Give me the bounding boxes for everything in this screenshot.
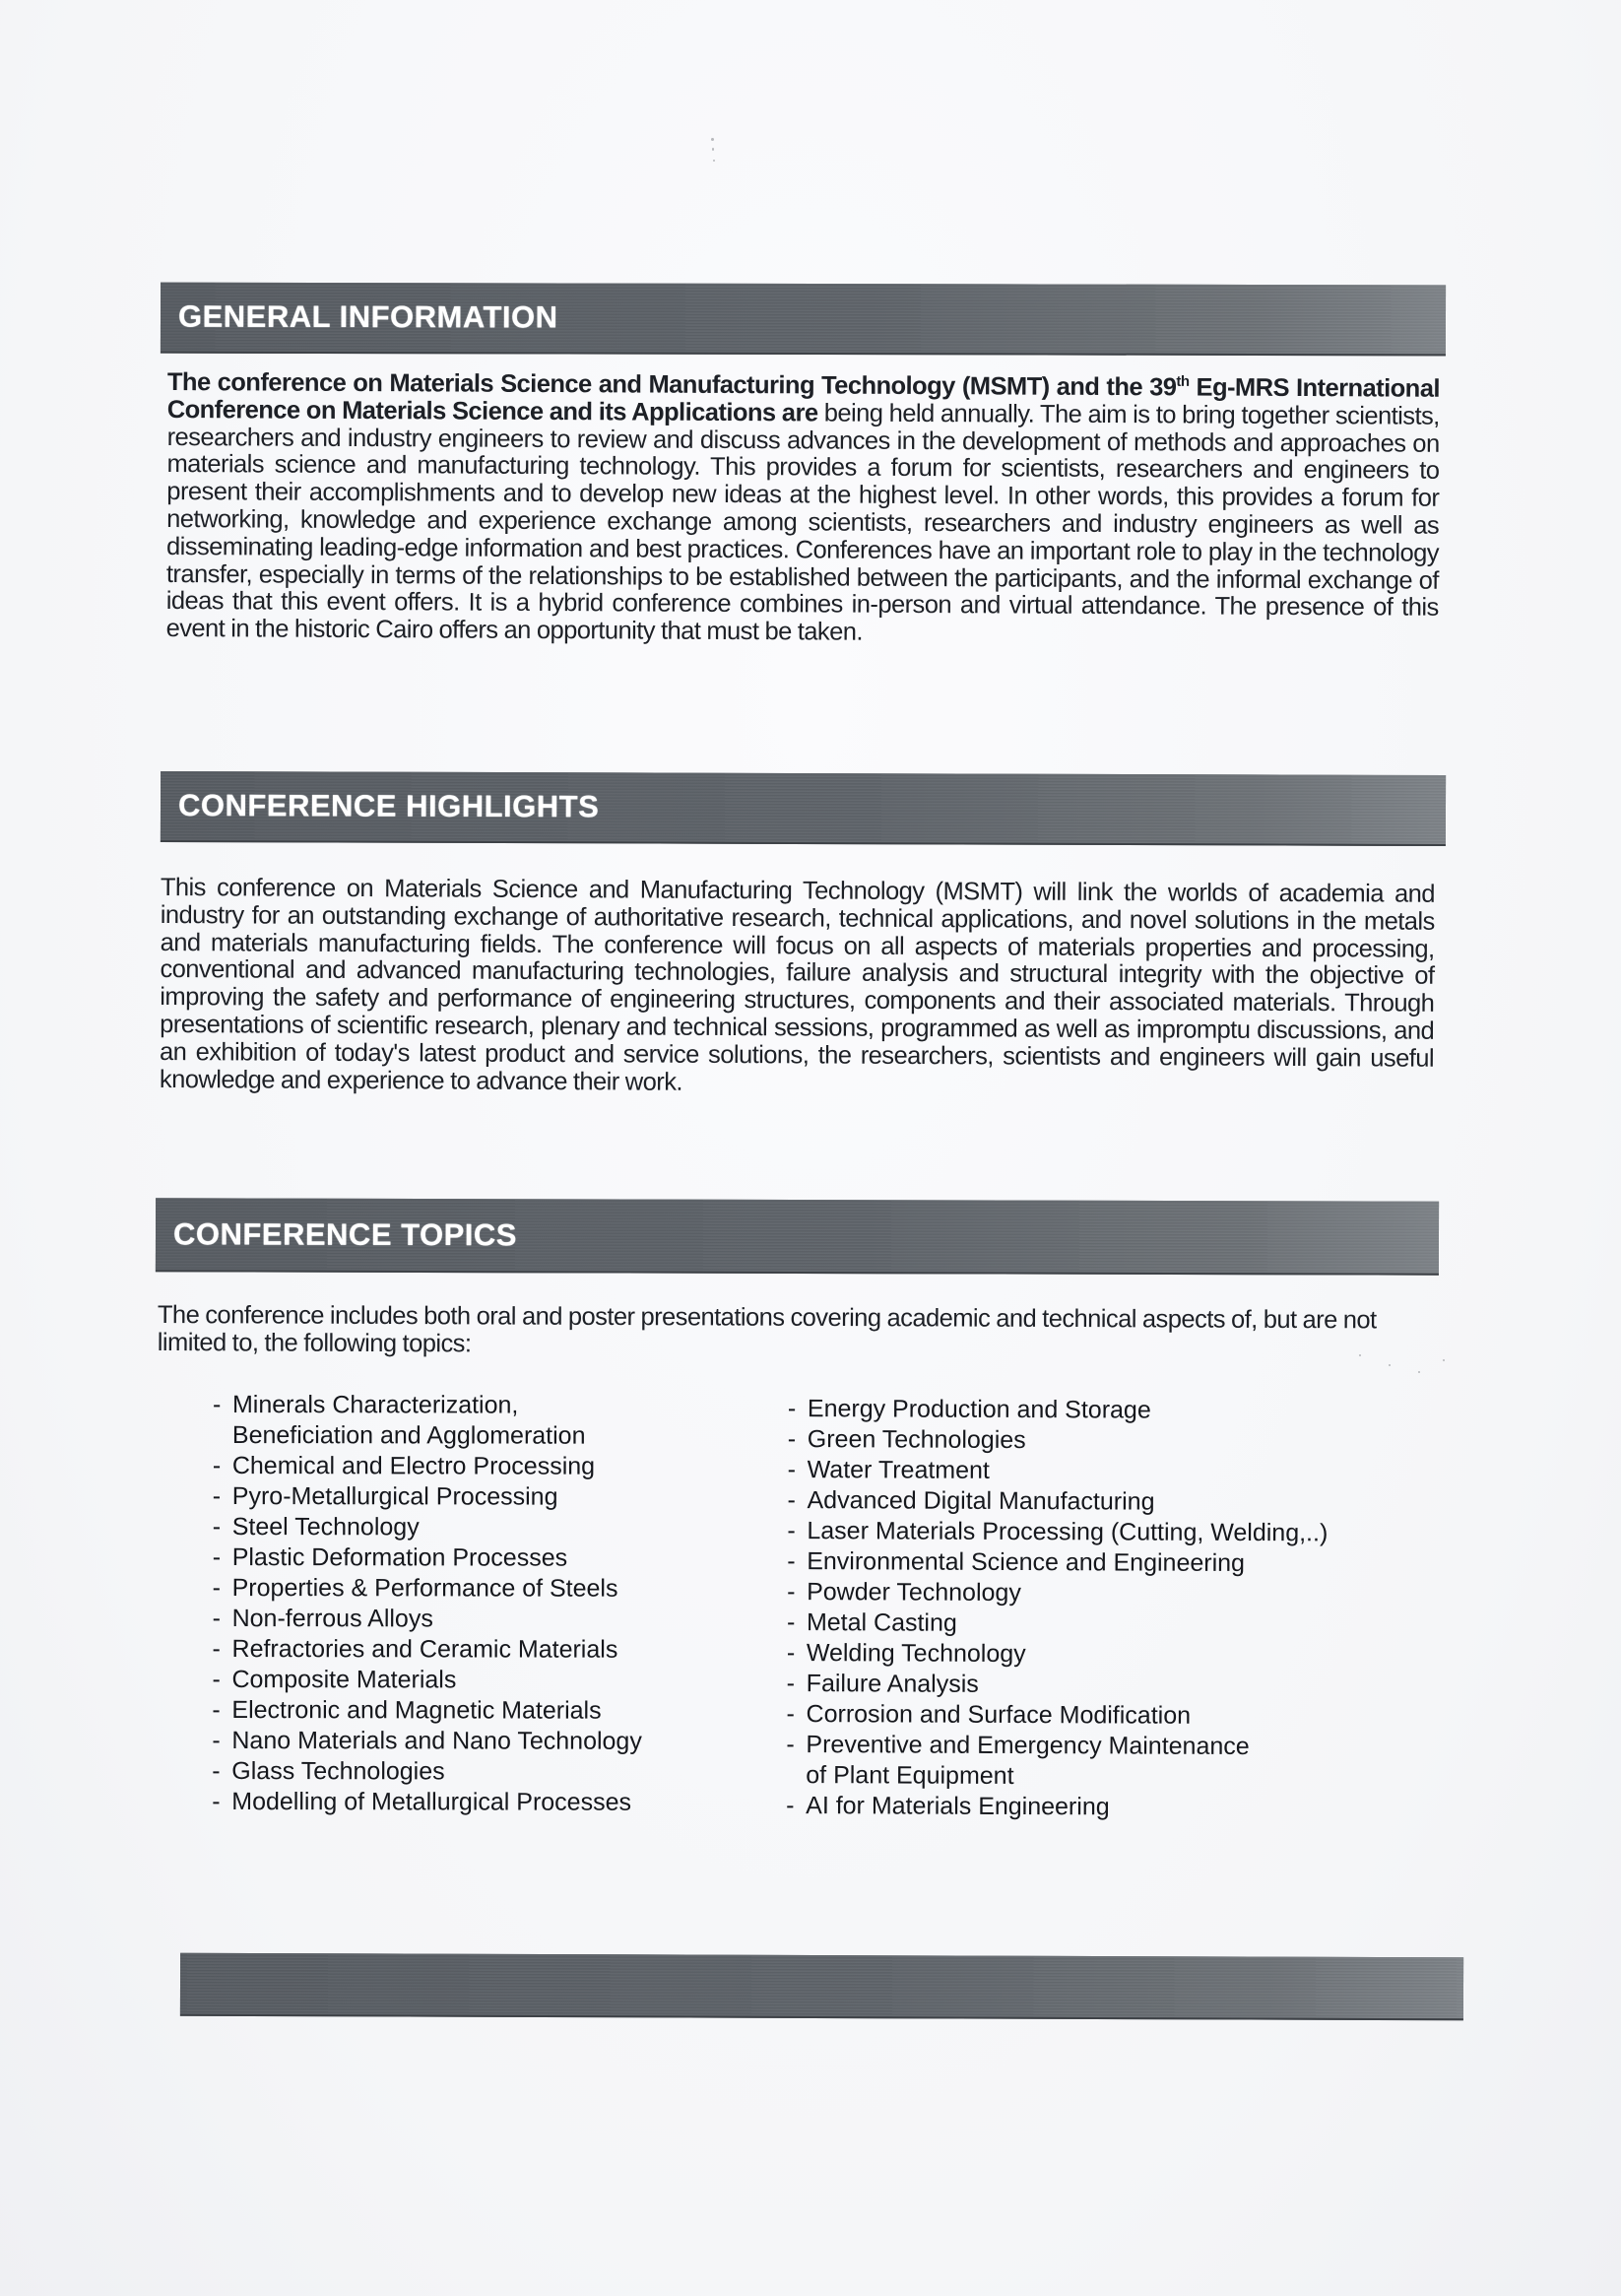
topic-label: Welding Technology	[806, 1639, 1026, 1669]
topic-label: Powder Technology	[807, 1578, 1021, 1607]
topic-item	[213, 1390, 725, 1452]
scan-speck	[1418, 1371, 1420, 1373]
dash-bullet: -	[787, 1516, 796, 1545]
topic-label: Preventive and Emergency Maintenance	[806, 1731, 1250, 1761]
dash-bullet: -	[212, 1665, 221, 1694]
topic-item	[788, 1455, 1418, 1488]
topic-label: Laser Materials Processing (Cutting, Welding,..)	[807, 1517, 1329, 1547]
dash-bullet: -	[212, 1542, 222, 1572]
topic-label: Modelling of Metallurgical Processes	[231, 1788, 632, 1816]
topic-item	[787, 1577, 1417, 1610]
dash-bullet: -	[212, 1512, 222, 1542]
topic-label: Failure Analysis	[806, 1670, 979, 1698]
topic-label: Steel Technology	[231, 1513, 420, 1542]
topic-label: Minerals Characterization,	[231, 1391, 519, 1419]
conference-highlights-paragraph: This conference on Materials Science and Manufacturing Technology (MSMT) will link the worlds of academia and industry for an outstanding exchange of authoritative research, technical applications, and novel solutions in the metals and materials manufacturing fields. The conference will focus on all aspects of materials properties and processing, conventional and advanced manufacturing technologies, failure analysis and structural integrity with the objective of improving the safety and performance of engineering structures, components and their associated materials. Through presentations of scientific research, plenary and technical sessions, programmed as well as impromptu discussions, and an exhibition of today's latest product and service solutions, the researchers, scientists and engineers will gain useful knowledge and experience to advance their work.	[159, 874, 1435, 1096]
topic-item	[213, 1512, 725, 1543]
topic-label: Properties & Performance of Steels	[231, 1574, 618, 1603]
scan-speck	[1389, 1364, 1391, 1366]
topic-label: Green Technologies	[807, 1425, 1026, 1455]
topic-item	[213, 1451, 725, 1482]
topic-item	[213, 1573, 725, 1605]
section-header-general-information	[161, 283, 1446, 357]
dash-bullet: -	[786, 1669, 796, 1698]
topic-label: Nano Materials and Nano Technology	[231, 1727, 642, 1755]
topic-label: Composite Materials	[231, 1666, 457, 1694]
dash-bullet: -	[212, 1604, 221, 1633]
topic-item	[212, 1695, 724, 1727]
topic-label: Corrosion and Surface Modification	[806, 1700, 1192, 1730]
dash-bullet: -	[212, 1391, 222, 1419]
topics-list-left	[212, 1390, 725, 1818]
topic-item	[212, 1756, 724, 1788]
section-header-conference-topics	[156, 1198, 1439, 1275]
dash-bullet: -	[787, 1424, 797, 1454]
topic-item	[788, 1394, 1418, 1427]
section-title-general-information: GENERAL INFORMATION	[177, 298, 558, 335]
scan-speck	[712, 148, 714, 151]
scan-speck	[1443, 1359, 1445, 1361]
dash-bullet: -	[212, 1451, 222, 1480]
topic-item	[213, 1604, 725, 1635]
topic-item	[787, 1607, 1417, 1641]
topic-item	[213, 1542, 725, 1574]
topic-item	[212, 1787, 724, 1818]
topic-item	[787, 1516, 1417, 1549]
topic-label: Water Treatment	[807, 1456, 990, 1484]
dash-bullet: -	[787, 1577, 796, 1607]
topic-label: AI for Materials Engineering	[806, 1792, 1110, 1821]
dash-bullet: -	[787, 1395, 797, 1423]
general-intro-bold-part-1: The conference on Materials Science and Manufacturing Technology (MSMT) and the 39	[166, 368, 1177, 402]
section-header-conference-highlights	[161, 771, 1446, 846]
scan-speck	[711, 138, 714, 141]
topic-label: Pyro-Metallurgical Processing	[231, 1482, 558, 1511]
topic-item	[786, 1730, 1416, 1794]
topic-label: Plastic Deformation Processes	[231, 1543, 568, 1572]
topic-label: Non-ferrous Alloys	[231, 1605, 433, 1633]
topic-item	[213, 1634, 725, 1666]
dash-bullet: -	[212, 1481, 222, 1511]
topic-item	[212, 1726, 724, 1757]
dash-bullet: -	[786, 1607, 796, 1637]
topic-label-continuation: of Plant Equipment	[806, 1761, 1014, 1791]
section-title-conference-highlights: CONFERENCE HIGHLIGHTS	[177, 788, 600, 824]
topic-item	[787, 1638, 1417, 1672]
topic-label: Refractories and Ceramic Materials	[231, 1635, 618, 1664]
dash-bullet: -	[212, 1787, 221, 1816]
ordinal-superscript: th	[1176, 372, 1190, 390]
topic-label: Metal Casting	[806, 1608, 957, 1637]
topic-label: Chemical and Electro Processing	[231, 1452, 596, 1480]
topic-item	[212, 1665, 724, 1696]
topic-item	[787, 1546, 1417, 1580]
topic-item	[788, 1424, 1418, 1458]
topic-item	[786, 1791, 1416, 1824]
topics-list-right	[786, 1394, 1418, 1824]
topic-item	[213, 1481, 725, 1513]
topic-label-continuation: Beneficiation and Agglomeration	[231, 1421, 586, 1450]
dash-bullet: -	[212, 1756, 221, 1786]
dash-bullet: -	[787, 1485, 796, 1515]
topic-label: Energy Production and Storage	[807, 1395, 1151, 1424]
dash-bullet: -	[212, 1634, 221, 1664]
dash-bullet: -	[787, 1455, 797, 1484]
topic-label: Advanced Digital Manufacturing	[807, 1486, 1155, 1516]
scan-speck	[1359, 1354, 1361, 1356]
dash-bullet: -	[787, 1546, 796, 1576]
dash-bullet: -	[786, 1730, 795, 1759]
topic-label: Glass Technologies	[231, 1757, 445, 1786]
dash-bullet: -	[212, 1726, 221, 1755]
general-information-paragraph	[166, 369, 1440, 650]
dash-bullet: -	[786, 1791, 795, 1820]
section-title-conference-topics: CONFERENCE TOPICS	[172, 1215, 518, 1252]
dash-bullet: -	[786, 1699, 795, 1729]
scan-speck	[713, 160, 715, 162]
dash-bullet: -	[212, 1573, 222, 1603]
topic-item	[787, 1485, 1417, 1519]
footer-bar	[180, 1953, 1463, 2021]
topic-label: Electronic and Magnetic Materials	[231, 1696, 602, 1725]
dash-bullet: -	[212, 1695, 221, 1725]
conference-topics-intro: The conference includes both oral and poster presentations covering academic and technical aspects of, but are not limited to, the following topics:	[157, 1301, 1377, 1358]
topic-label: Environmental Science and Engineering	[807, 1547, 1246, 1578]
topic-item	[787, 1669, 1417, 1702]
general-body-text: being held annually. The aim is to bring together scientists, researchers and industry engineers to review and discuss advances in the development of methods and approaches on materials science and manufacturing technology. This provides a forum for scientists, researchers and engineers to present their accomplishments and to develop new ideas at the highest level. In other words, this provides a forum for networking, knowledge and experience exchange among scientists, researchers and industry engineers as well as disseminating leading-edge information and best practices. Conferences have an important role to play in the technology transfer, especially in terms of the relationships to be established between the participants, and the informal exchange of ideas that this event offers. It is a hybrid conference combines in-person and virtual attendance. The presence of this event in the historic Cairo offers an opportunity that must be taken.	[165, 399, 1440, 646]
dash-bullet: -	[786, 1638, 796, 1668]
topic-item	[787, 1699, 1417, 1733]
general-intro-bold-part-2: Eg-MRS International Conference on Materials Science and its Applications are	[166, 373, 1440, 427]
